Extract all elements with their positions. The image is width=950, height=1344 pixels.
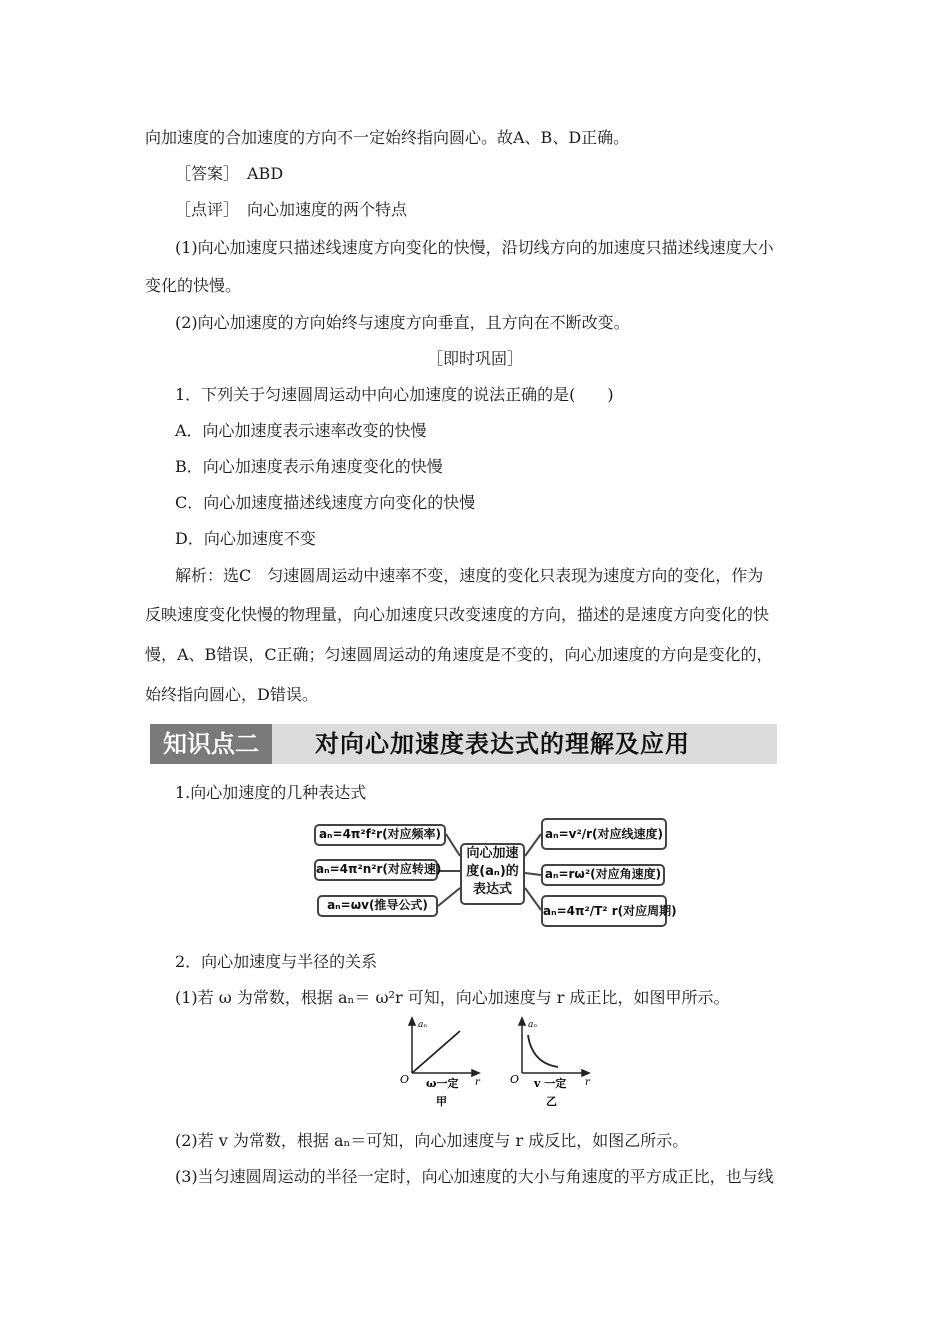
graph-x-label: r <box>475 1077 480 1088</box>
expression-text: aₙ=v²/r(对应线速度) <box>545 827 663 841</box>
option-b: B．向心加速度表示角速度变化的快慢 <box>175 457 443 476</box>
graph-x-label: r <box>585 1077 590 1088</box>
item-2-heading: 2．向心加速度与半径的关系 <box>175 952 378 971</box>
comment-point-1-cont: 变化的快慢。 <box>145 276 242 295</box>
graph-origin: O <box>400 1073 410 1086</box>
expression-box-derived <box>317 895 438 917</box>
item-2-2: (2)若 v 为常数，根据 aₙ＝可知，向心加速度与 r 成反比，如图乙所示。 <box>175 1131 689 1150</box>
expression-text: aₙ=4π²/T² r(对应周期) <box>543 904 677 918</box>
graph-y-label: aₙ <box>418 1020 428 1030</box>
expression-center-box <box>460 843 525 905</box>
option-a: A．向心加速度表示速率改变的快慢 <box>175 421 427 440</box>
expression-box-rotation <box>314 859 442 881</box>
expression-box-frequency <box>314 824 446 846</box>
center-label: 度(aₙ)的 <box>466 864 519 879</box>
graph-proportional <box>398 1015 488 1110</box>
expression-text: aₙ=4π²n²r(对应转速) <box>316 862 442 876</box>
center-label: 向心加速 <box>466 846 519 861</box>
analysis-line: 始终指向圆心，D错误。 <box>145 685 318 704</box>
expression-box-angular-speed <box>541 864 665 886</box>
option-c: C．向心加速度描述线速度方向变化的快慢 <box>175 493 476 512</box>
expression-text: aₙ=rω²(对应角速度) <box>544 867 662 881</box>
item-2-1: (1)若 ω 为常数，根据 aₙ＝ ω²r 可知，向心加速度与 r 成正比，如图甲所示。 <box>175 988 730 1007</box>
question-text: 1．下列关于匀速圆周运动中向心加速度的说法正确的是( ) <box>175 385 614 404</box>
section-tag: 知识点二 <box>150 724 272 764</box>
graph-origin: O <box>510 1073 520 1086</box>
graph-inverse <box>508 1015 598 1110</box>
center-label: 表达式 <box>472 882 512 897</box>
expression-box-linear-speed <box>541 818 667 850</box>
analysis-line: 反映速度变化快慢的物理量，向心加速度只改变速度的方向，描述的是速度方向变化的快 <box>145 605 770 624</box>
section-title: 对向心加速度表达式的理解及应用 <box>315 730 690 758</box>
comment-point-2: (2)向心加速度的方向始终与速度方向垂直，且方向在不断改变。 <box>175 313 630 332</box>
graph-condition: ω一定 <box>426 1077 459 1090</box>
graph-condition: v 一定 <box>534 1077 567 1090</box>
item-2-3: (3)当匀速圆周运动的半径一定时，向心加速度的大小与角速度的平方成正比，也与线 <box>175 1167 774 1186</box>
expression-box-period <box>541 895 677 927</box>
expression-text: aₙ=4π²f²r(对应频率) <box>318 827 442 841</box>
text-line: 向加速度的合加速度的方向不一定始终指向圆心。故A、B、D正确。 <box>145 128 630 147</box>
item-1-heading: 1.向心加速度的几种表达式 <box>175 783 367 802</box>
practice-heading: ［即时巩固］ <box>426 349 523 368</box>
expression-text: aₙ=ωv(推导公式) <box>327 898 428 912</box>
analysis-line: 解析：选C 匀速圆周运动中速率不变，速度的变化只表现为速度方向的变化，作为 <box>175 566 764 585</box>
answer-line: ［答案］ ABD <box>175 164 284 183</box>
graph-name: 甲 <box>436 1095 447 1108</box>
comment-heading: ［点评］ 向心加速度的两个特点 <box>175 200 408 219</box>
graph-y-label: aₙ <box>528 1020 538 1030</box>
graph-name: 乙 <box>546 1095 557 1108</box>
analysis-line: 慢，A、B错误，C正确；匀速圆周运动的角速度是不变的，向心加速度的方向是变化的， <box>145 645 773 664</box>
comment-point-1: (1)向心加速度只描述线速度方向变化的快慢，沿切线方向的加速度只描述线速度大小 <box>175 238 774 257</box>
option-d: D．向心加速度不变 <box>175 529 316 548</box>
